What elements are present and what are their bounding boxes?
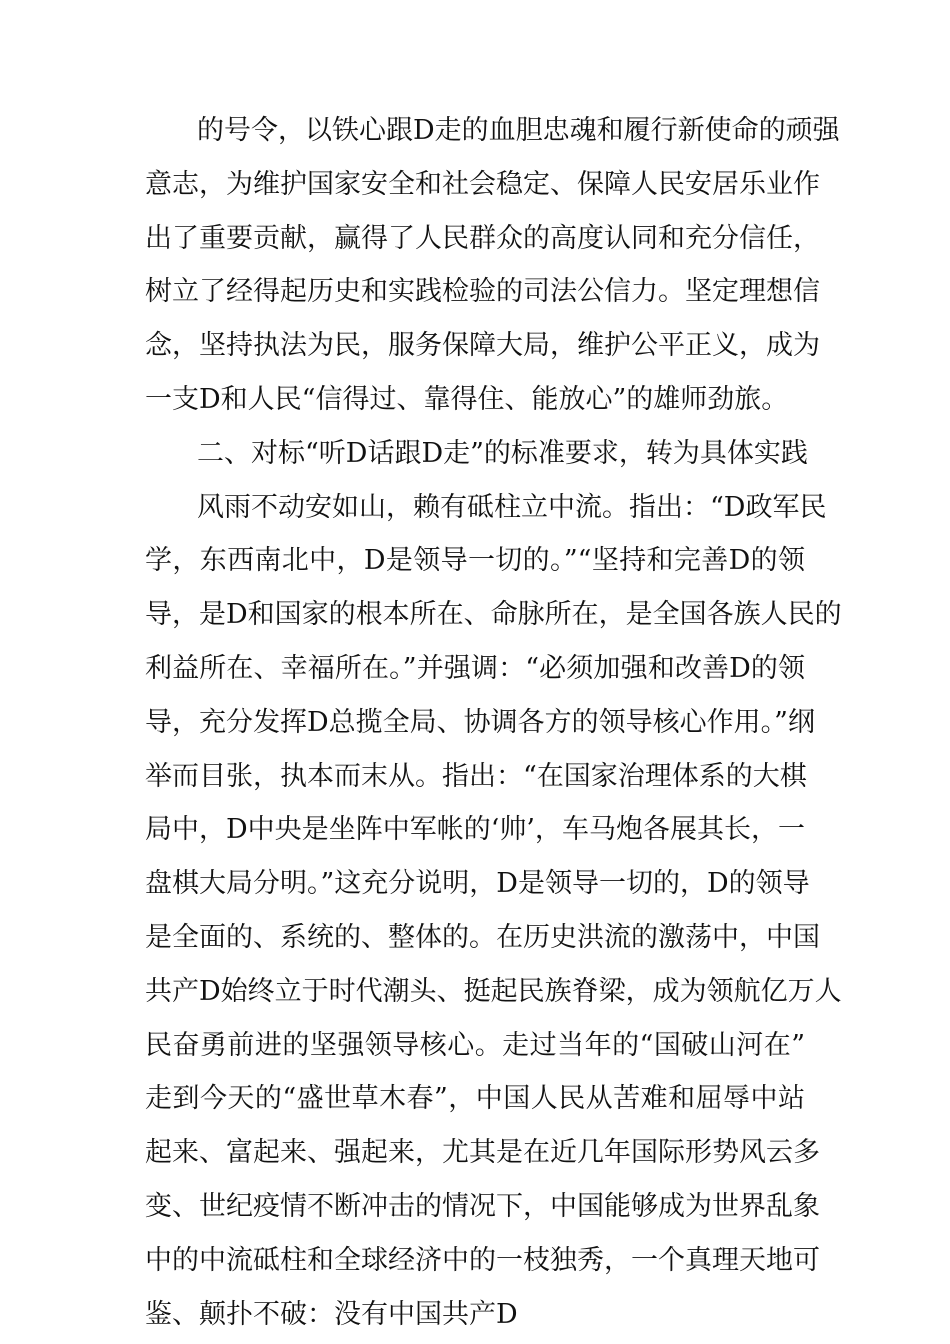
text-line: 导，充分发挥D总揽全局、协调各方的领导核心作用。”纲 — [145, 706, 815, 738]
text-line: 变、世纪疫情不断冲击的情况下，中国能够成为世界乱象 — [145, 1190, 820, 1222]
text-line: 起来、富起来、强起来，尤其是在近几年国际形势风云多 — [145, 1137, 820, 1169]
text-line: 盘棋大局分明。”这充分说明，D是领导一切的，D的领导 — [145, 868, 810, 900]
text-line: 学，东西南北中，D是领导一切的。”“坚持和完善D的领 — [145, 545, 805, 577]
text-line: 一支D和人民“信得过、靠得住、能放心”的雄师劲旅。 — [145, 383, 789, 415]
text-line: 中的中流砥柱和全球经济中的一枝独秀，一个真理天地可 — [145, 1244, 820, 1276]
text-line: 出了重要贡献，赢得了人民群众的高度认同和充分信任， — [145, 222, 820, 254]
text-line: 举而目张，执本而末从。指出：“在国家治理体系的大棋 — [145, 760, 807, 792]
text-line: 是全面的、系统的、整体的。在历史洪流的激荡中，中国 — [145, 921, 820, 953]
text-line: 导，是D和国家的根本所在、命脉所在，是全国各族人民的 — [145, 599, 842, 631]
section-heading: 二、对标“听D话跟D走”的标准要求，转为具体实践 — [197, 437, 808, 469]
text-line: 念，坚持执法为民，服务保障大局，维护公平正义，成为 — [145, 330, 820, 362]
text-line: 共产D始终立于时代潮头、挺起民族脊梁，成为领航亿万人 — [145, 975, 842, 1007]
text-line: 风雨不动安如山，赖有砥柱立中流。指出：“D政军民 — [197, 491, 827, 523]
text-line: 局中，D中央是坐阵中军帐的‘帅’，车马炮各展其长，一 — [145, 814, 805, 846]
text-line: 鉴、颠扑不破：没有中国共产D — [145, 1298, 518, 1330]
text-line: 利益所在、幸福所在。”并强调：“必须加强和改善D的领 — [145, 652, 805, 684]
text-line: 树立了经得起历史和实践检验的司法公信力。坚定理想信 — [145, 276, 820, 308]
text-line: 的号令，以铁心跟D走的血胆忠魂和履行新使命的顽强 — [197, 115, 840, 146]
text-line: 走到今天的“盛世草木春”，中国人民从苦难和屈辱中站 — [145, 1083, 805, 1115]
text-line: 民奋勇前进的坚强领导核心。走过当年的“国破山河在” — [145, 1029, 805, 1061]
text-line: 意志，为维护国家安全和社会稳定、保障人民安居乐业作 — [145, 168, 820, 200]
body-text — [145, 104, 842, 1341]
